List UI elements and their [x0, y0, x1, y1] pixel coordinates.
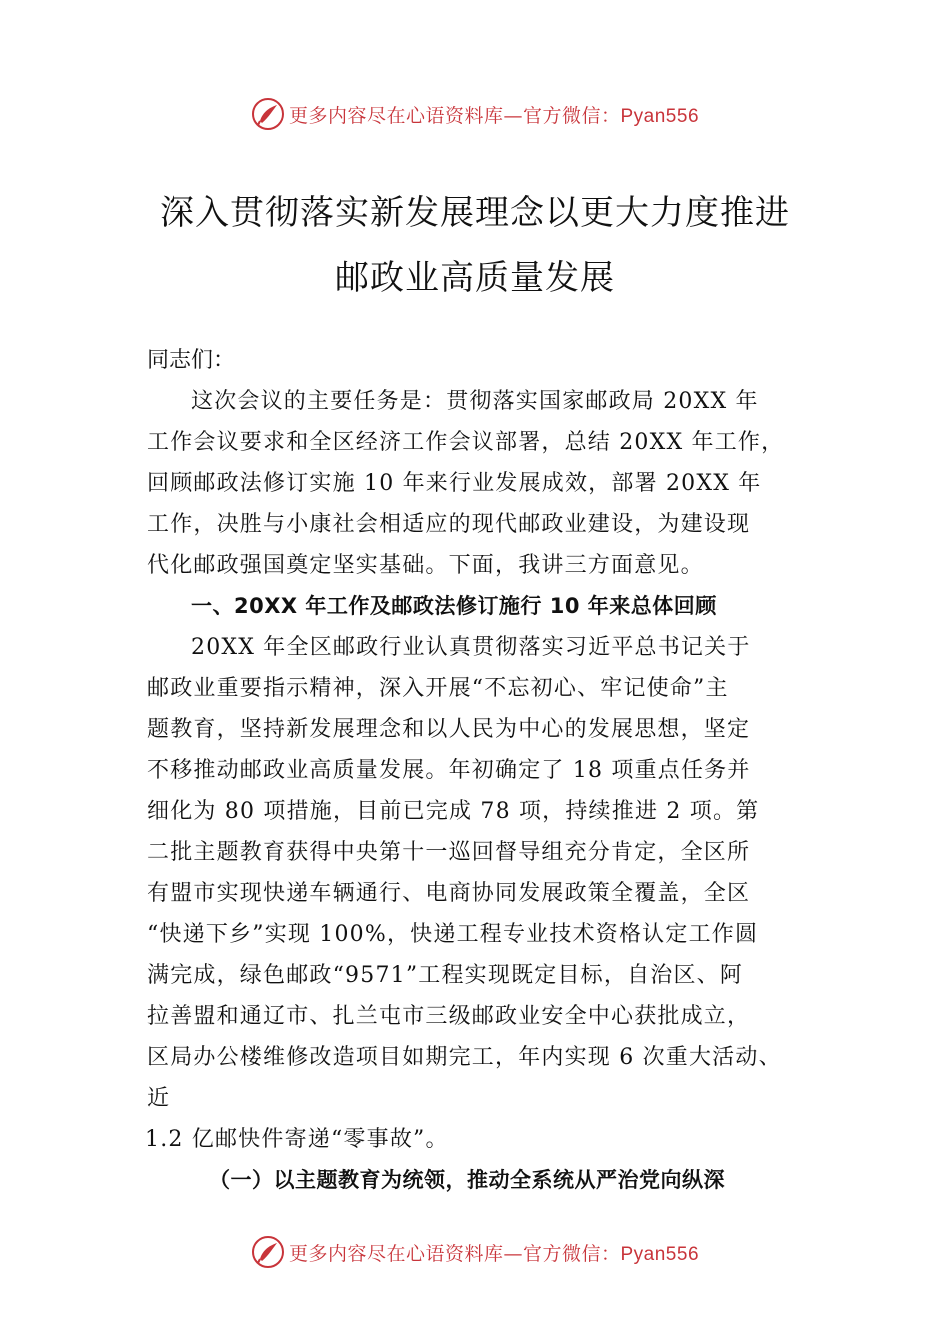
banner-wechat-id: Pyan556: [620, 105, 700, 127]
salutation: 同志们：: [147, 348, 236, 373]
text-line: “快递下乡”实现 100%，快递工程专业技术资格认定工作圆: [147, 922, 759, 947]
text-line: 细化为 80 项措施，目前已完成 78 项，持续推进 2 项。第: [147, 799, 760, 824]
paragraph-intro: [147, 381, 812, 586]
document-title-line-1: 深入贯彻落实新发展理念以更大力度推进: [160, 193, 790, 233]
banner-text: [289, 101, 699, 128]
text-line: 题教育，坚持新发展理念和以人民为中心的发展思想，坚定: [147, 717, 751, 742]
text-line: 二批主题教育获得中央第十一巡回督导组充分肯定，全区所: [147, 840, 751, 865]
text-line: 不移推动邮政业高质量发展。年初确定了 18 项重点任务并: [147, 758, 751, 783]
banner-text: [289, 1239, 699, 1266]
banner-label: 更多内容尽在心语资料库—官方微信：: [288, 104, 621, 127]
banner-wechat-id: Pyan556: [620, 1243, 700, 1265]
text-line: 有盟市实现快递车辆通行、电商协同发展政策全覆盖，全区: [147, 881, 751, 906]
brand-logo-icon: [251, 1235, 285, 1269]
text-line: 满完成，绿色邮政“9571”工程实现既定目标，自治区、阿: [147, 963, 744, 988]
text-line: 工作，决胜与小康社会相适应的现代邮政业建设，为建设现: [147, 512, 751, 537]
watermark-banner-bottom: [0, 1232, 950, 1272]
section-heading-2: （一）以主题教育为统领，推动全系统从严治党向纵深: [209, 1168, 725, 1192]
brand-logo-icon: [251, 97, 285, 131]
banner-label: 更多内容尽在心语资料库—官方微信：: [288, 1242, 621, 1265]
text-line: 20XX 年全区邮政行业认真贯彻落实习近平总书记关于: [191, 635, 751, 660]
document-title-line-2: 邮政业高质量发展: [335, 258, 615, 298]
text-line: 1.2 亿邮快件寄递“零事故”。: [145, 1127, 449, 1152]
paragraph-review: [147, 627, 812, 1160]
text-line: 回顾邮政法修订实施 10 年来行业发展成效，部署 20XX 年: [147, 471, 762, 496]
text-line: 这次会议的主要任务是：贯彻落实国家邮政局 20XX 年: [191, 389, 759, 414]
section-heading-1: 一、20XX 年工作及邮政法修订施行 10 年来总体回顾: [191, 594, 717, 618]
text-line: 工作会议要求和全区经济工作会议部署，总结 20XX 年工作，: [147, 430, 785, 455]
text-line: 邮政业重要指示精神，深入开展“不忘初心、牢记使命”主: [147, 676, 729, 701]
text-line: 区局办公楼维修改造项目如期完工，年内实现 6 次重大活动、: [147, 1045, 782, 1070]
text-line: 近: [147, 1086, 171, 1111]
text-line: 代化邮政强国奠定坚实基础。下面，我讲三方面意见。: [147, 553, 704, 578]
document-body: [147, 340, 812, 1201]
watermark-banner-top: [0, 94, 950, 134]
text-line: 拉善盟和通辽市、扎兰屯市三级邮政业安全中心获批成立，: [147, 1004, 751, 1029]
